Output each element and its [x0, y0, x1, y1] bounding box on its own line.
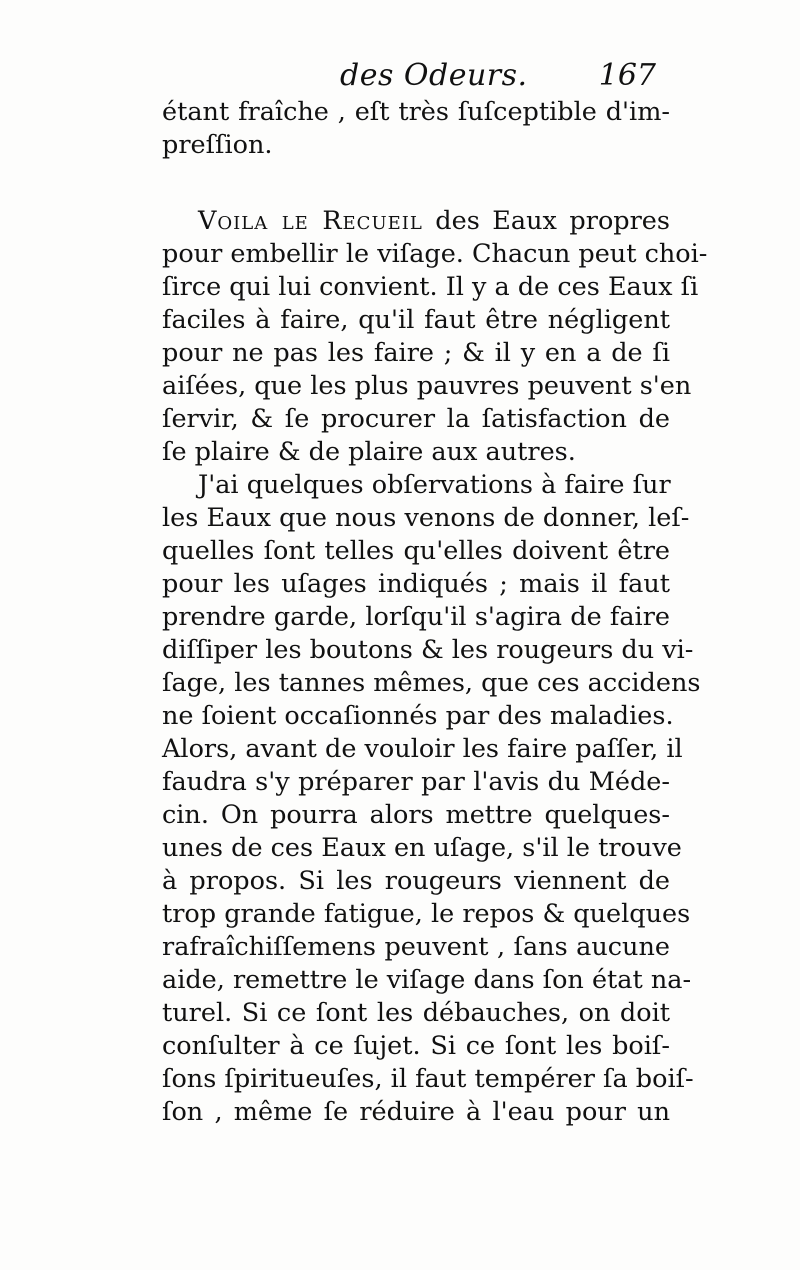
text-line-lead: [162, 205, 670, 238]
text-line: pour les uſages indiqués ; mais il faut: [162, 569, 670, 599]
text-line: les Eaux que nous venons de donner, leſ-: [162, 503, 690, 533]
paragraph-observations: [162, 469, 701, 1129]
paragraph-gap: [162, 162, 670, 205]
lead-rest: des Eaux propres: [422, 206, 670, 236]
text-line: étant fraîche , eſt très ſuſceptible d'im-: [162, 97, 670, 127]
text-line: prendre garde, lorſqu'il s'agira de faire: [162, 602, 670, 632]
text-line: unes de ces Eaux en uſage, s'il le trouve: [162, 833, 682, 863]
text-line: à propos. Si les rougeurs viennent de: [162, 866, 670, 896]
page-number: 167: [598, 58, 656, 93]
text-line: ne ſoient occaſionnés par des maladies.: [162, 701, 674, 731]
text-line: ſervir, & ſe procurer la ſatisfaction de: [162, 404, 670, 434]
text-line: cin. On pourra alors mettre quelques-: [162, 800, 670, 830]
text-line: ſirce qui lui convient. Il y a de ces Eaux ſi: [162, 272, 699, 302]
text-line: J'ai quelques obſervations à faire ſur: [198, 470, 671, 500]
text-line: turel. Si ce ſont les débauches, on doit: [162, 998, 670, 1028]
running-head: des Odeurs.: [340, 58, 528, 93]
body-text: [162, 96, 708, 1129]
lead-smallcaps: Voila le Recueil: [198, 206, 423, 236]
text-line: trop grande fatigue, le repos & quelques: [162, 899, 691, 929]
page-header: [160, 58, 660, 98]
text-line: aiſées, que les plus pauvres peuvent s'en: [162, 371, 692, 401]
text-line: pour embellir le viſage. Chacun peut choi-: [162, 239, 708, 269]
text-line: pour ne pas les faire ; & il y en a de ſi: [162, 338, 670, 368]
text-line: Alors, avant de vouloir les faire paſſer, il: [162, 734, 683, 764]
text-line: diſſiper les boutons & les rougeurs du vi-: [162, 635, 694, 665]
text-line: ſon , même ſe réduire à l'eau pour un: [162, 1097, 670, 1127]
text-line: ſage, les tannes mêmes, que ces accidens: [162, 668, 701, 698]
paragraph-recueil: [162, 205, 708, 469]
text-line: preſſion.: [162, 130, 273, 160]
text-line: faudra s'y préparer par l'avis du Méde-: [162, 767, 670, 797]
text-line: aide, remettre le viſage dans ſon état na-: [162, 965, 692, 995]
text-line: quelles ſont telles qu'elles doivent être: [162, 536, 670, 566]
text-line: conſulter à ce ſujet. Si ce ſont les boiſ-: [162, 1031, 670, 1061]
text-line: ſe plaire & de plaire aux autres.: [162, 437, 576, 467]
text-line: faciles à faire, qu'il faut être négligent: [162, 305, 670, 335]
text-line: rafraîchiſſemens peuvent , ſans aucune: [162, 932, 670, 962]
text-line: ſons ſpiritueuſes, il faut tempérer ſa boiſ-: [162, 1064, 694, 1094]
paragraph-continuation: [162, 96, 670, 162]
